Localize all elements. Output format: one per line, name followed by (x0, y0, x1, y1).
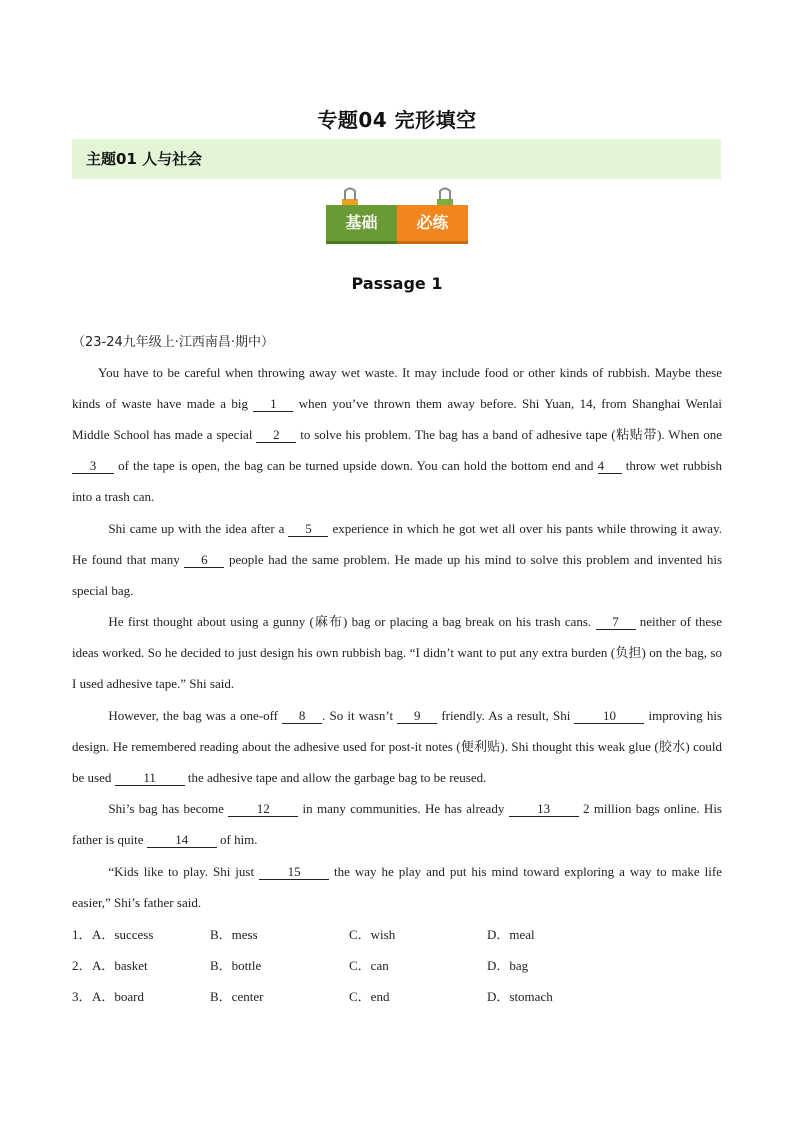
paragraph-3: He first thought about using a gunny (麻布) bag or placing a bag break on his trash cans. 7 neither of these ideas worked. So he decided to just design his own rubbish bag. “I didn’t want to put any extra burden (负担) on the bag, so I used adhesive tape.” Shi said. (72, 614, 722, 691)
blank-13: 13 (509, 801, 579, 817)
document-title: 专题04 完形填空 (317, 108, 477, 132)
passage-source: （23-24九年级上·江西南昌·期中） (72, 335, 275, 350)
question-3 (72, 986, 722, 1017)
option-c[interactable]: C．wish (349, 927, 396, 942)
blank-6: 6 (184, 552, 224, 568)
option-c[interactable]: C．end (349, 989, 390, 1004)
blank-9: 9 (397, 708, 437, 724)
option-b[interactable]: B．mess (210, 927, 258, 942)
blank-3: 3 (72, 458, 114, 474)
blank-8: 8 (282, 708, 322, 724)
paragraph-1: You have to be careful when throwing away wet waste. It may include food or other kinds of rubbish. Maybe these kinds of waste have made a big 1 when you’ve thrown them away before. Shi Yuan, 14, from Shanghai Wenlai Middle School has made a special 2 to solve his problem. The bag has a band of adhesive tape (粘贴带). When one 3 of the tape is open, the bag can be turned upside down. You can hold the bottom end and 4 throw wet rubbish into a trash can. (72, 365, 723, 504)
option-d[interactable]: D．stomach (487, 989, 553, 1004)
blank-15: 15 (259, 864, 329, 880)
badge-required: 必练 (397, 205, 468, 244)
blank-11: 11 (115, 770, 185, 786)
passage-title: Passage 1 (351, 274, 443, 293)
blank-2: 2 (256, 427, 296, 443)
option-c[interactable]: C．can (349, 958, 389, 973)
question-2 (72, 955, 722, 986)
option-d[interactable]: D．bag (487, 958, 529, 973)
paragraph-6: “Kids like to play. Shi just 15 the way he play and put his mind toward exploring a way to make life easier,” Shi’s father said. (72, 864, 722, 910)
question-number: 3． (72, 989, 92, 1004)
paragraph-5: Shi’s bag has become 12 in many communities. He has already 13 2 million bags online. His father is quite 14 of him. (72, 801, 722, 847)
option-b[interactable]: B．bottle (210, 958, 262, 973)
paragraph-2: Shi came up with the idea after a 5 experience in which he got wet all over his pants while throwing it away. He found that many 6 people had the same problem. He made up his mind to solve this problem and invented his special bag. (72, 521, 722, 598)
paragraph-4: However, the bag was a one-off 8 . So it wasn’t 9 friendly. As a result, Shi 10 improving his design. He remembered reading about the adhesive used for post-it notes (便利贴). Shi thought this weak glue (胶水) could be used 11 the adhesive tape and allow the garbage bag to be reused. (72, 708, 723, 785)
blank-14: 14 (147, 832, 217, 848)
blank-1: 1 (253, 396, 293, 412)
option-a[interactable]: A．success (92, 927, 154, 942)
question-1 (72, 924, 722, 955)
option-d[interactable]: D．meal (487, 927, 535, 942)
option-a[interactable]: A．basket (92, 958, 148, 973)
topic-heading: 主题01 人与社会 (72, 139, 721, 179)
question-number: 1． (72, 927, 92, 942)
question-number: 2． (72, 958, 92, 973)
blank-5: 5 (288, 521, 328, 537)
badge-basic: 基础 (326, 205, 397, 244)
blank-10: 10 (574, 708, 644, 724)
question-list (72, 924, 722, 1017)
blank-7: 7 (596, 614, 636, 630)
option-b[interactable]: B．center (210, 989, 264, 1004)
blank-4: 4 (598, 458, 622, 474)
option-a[interactable]: A．board (92, 989, 144, 1004)
blank-12: 12 (228, 801, 298, 817)
section-badge (326, 187, 468, 249)
